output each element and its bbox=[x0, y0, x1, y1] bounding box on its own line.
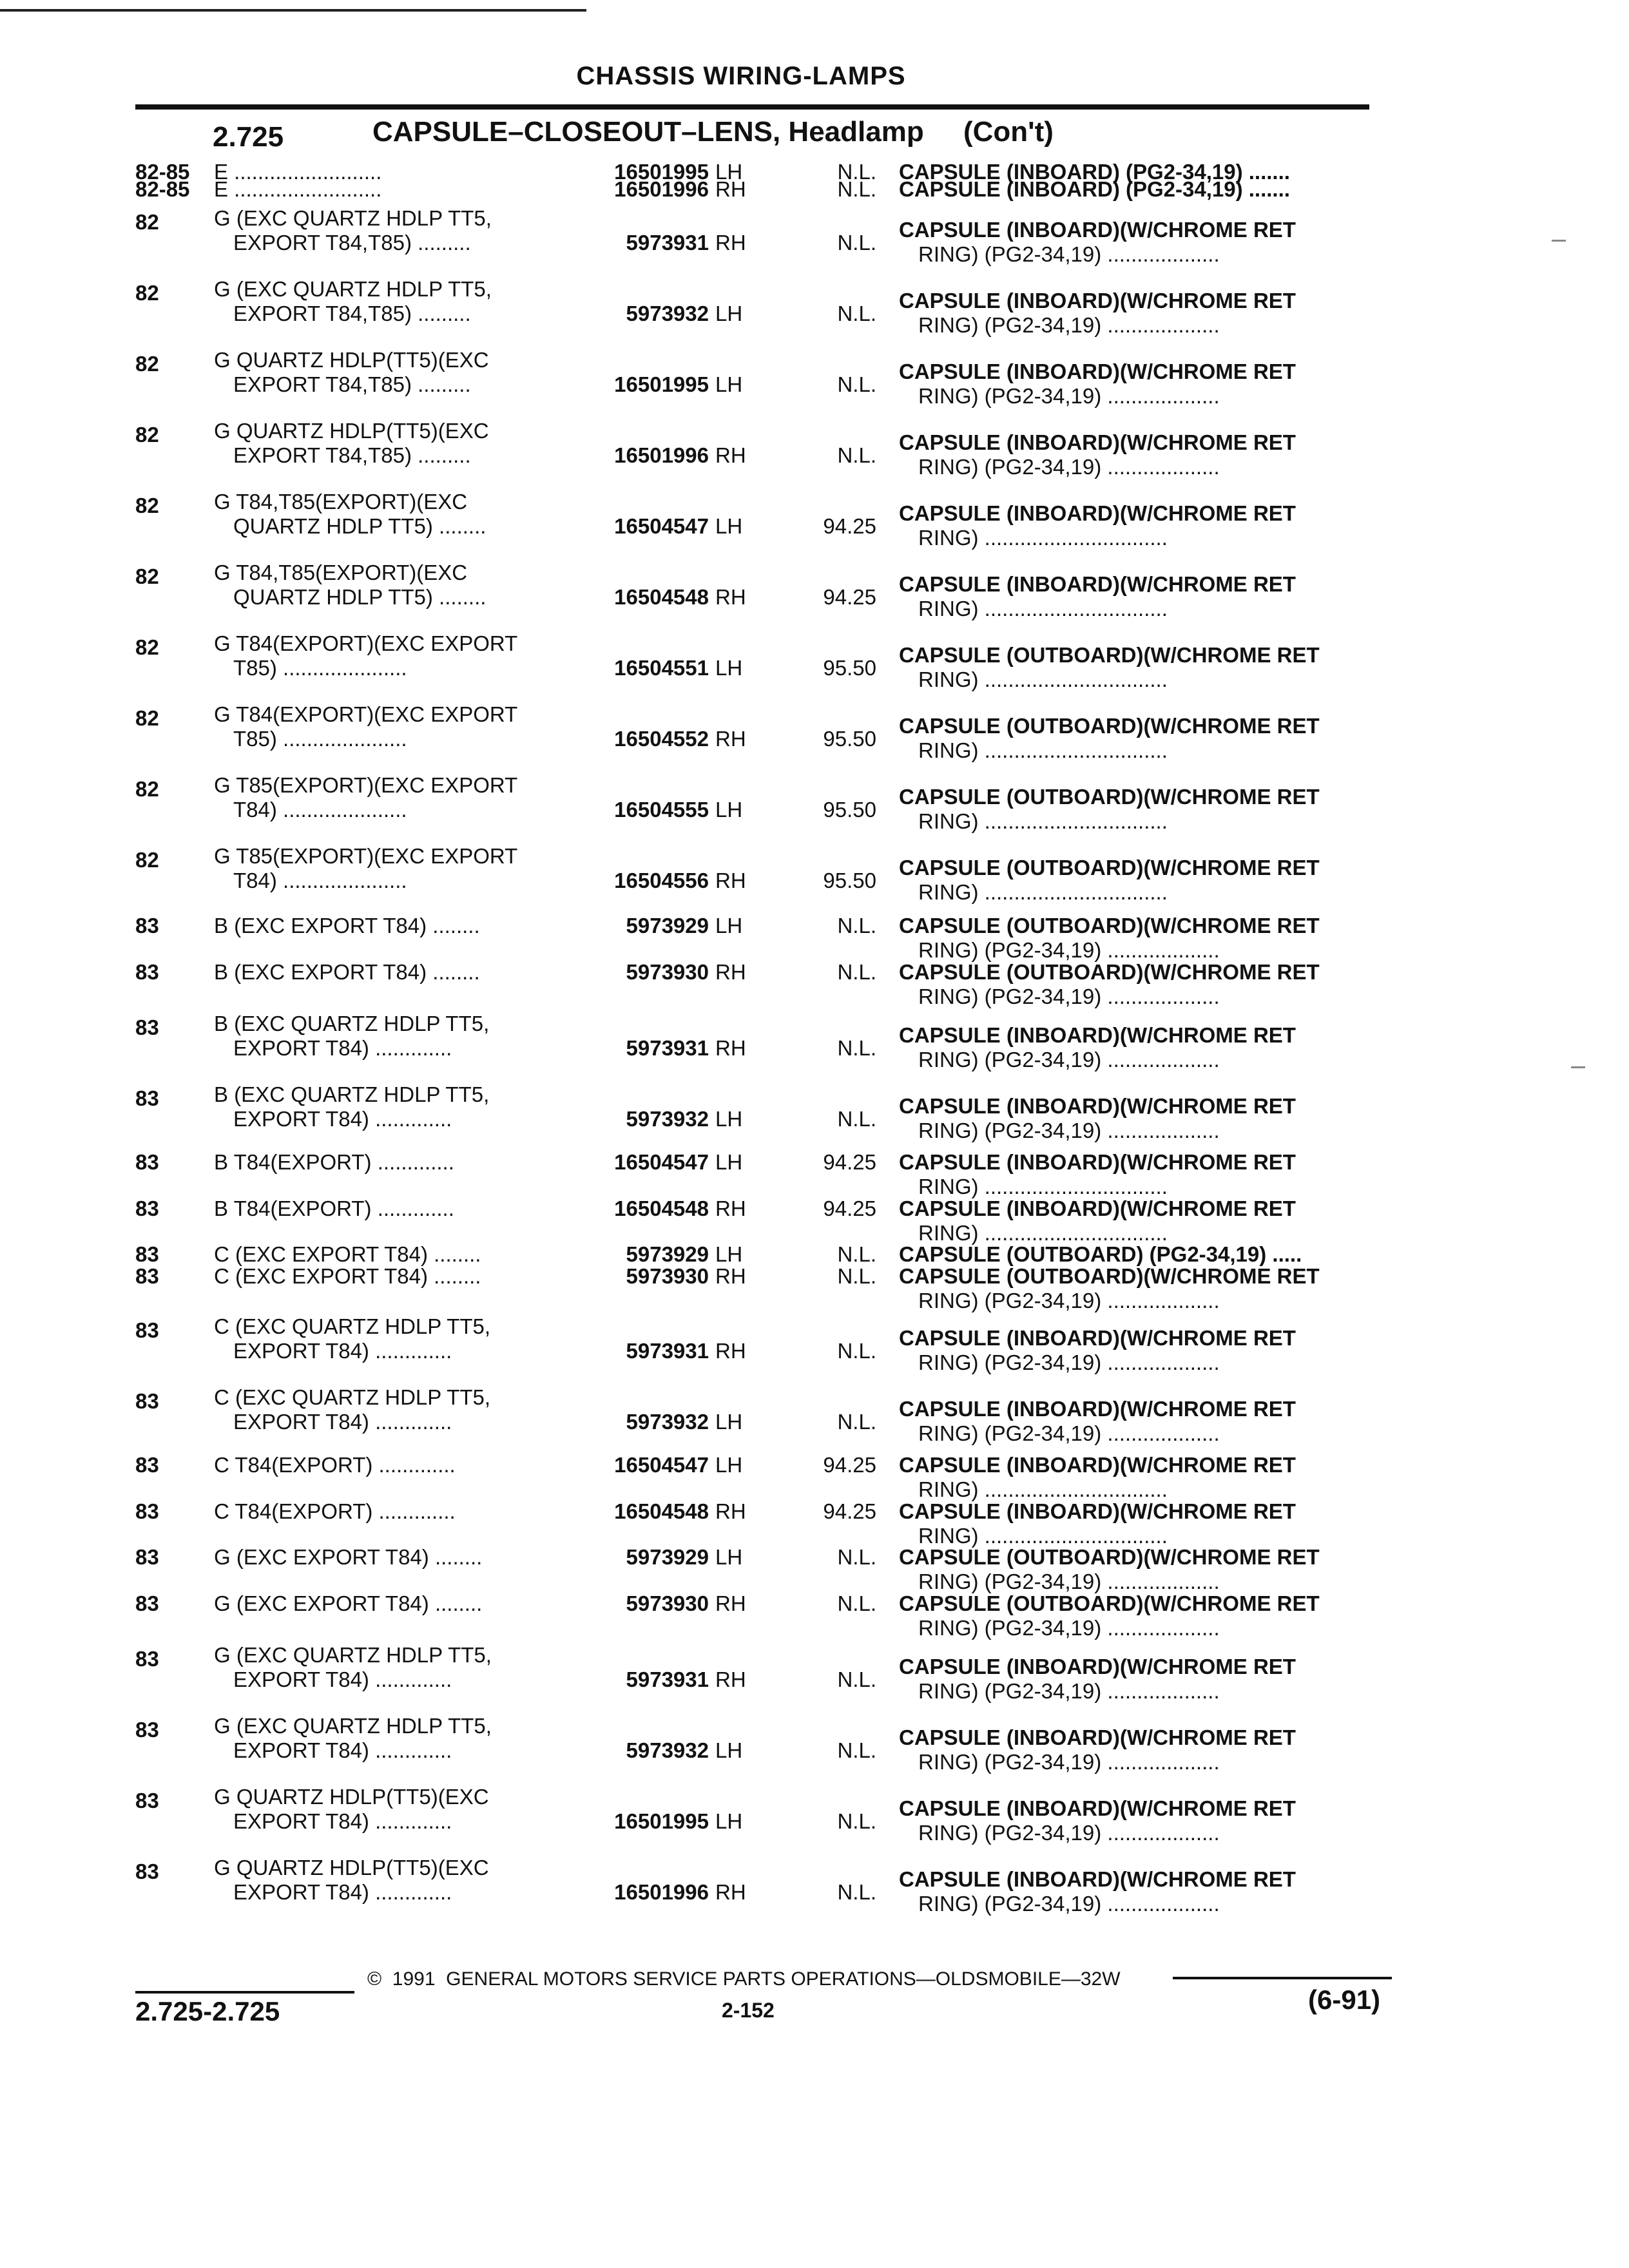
part-entry bbox=[0, 1082, 1629, 1153]
entry-side: RH bbox=[715, 231, 746, 255]
entry-part-number: 5973931 bbox=[626, 1339, 709, 1363]
entry-side: RH bbox=[715, 1196, 746, 1220]
entry-caption-line-1: CAPSULE (INBOARD)(W/CHROME RET bbox=[899, 218, 1296, 242]
entry-description-line-1: G T85(EXPORT)(EXC EXPORT bbox=[214, 844, 518, 868]
entry-caption-line-2: RING) (PG2-34,19) ................... bbox=[918, 455, 1220, 479]
part-entry bbox=[0, 631, 1629, 702]
entry-caption-line-1: CAPSULE (OUTBOARD)(W/CHROME RET bbox=[899, 960, 1320, 984]
entry-caption-line-2: RING) (PG2-34,19) ................... bbox=[918, 313, 1220, 337]
entry-year: 83 bbox=[135, 1015, 159, 1039]
entry-side: LH bbox=[715, 656, 743, 680]
entry-year: 83 bbox=[135, 960, 159, 984]
entry-side: RH bbox=[715, 1667, 746, 1691]
entry-caption-line-2: RING) ............................... bbox=[918, 668, 1168, 691]
entry-description-line-1: C (EXC EXPORT T84) ........ bbox=[214, 1264, 481, 1288]
entry-side: RH bbox=[715, 1264, 746, 1288]
entry-description-line-1: G (EXC QUARTZ HDLP TT5, bbox=[214, 1714, 492, 1738]
entry-price: N.L. bbox=[837, 1738, 876, 1762]
entry-description-line-1: B (EXC EXPORT T84) ........ bbox=[214, 914, 480, 937]
entry-caption-line-1: CAPSULE (INBOARD) (PG2-34,19) ....... bbox=[899, 177, 1290, 201]
entry-description-line-1: G QUARTZ HDLP(TT5)(EXC bbox=[214, 1785, 489, 1809]
section-continued-label: (Con't) bbox=[963, 116, 1054, 148]
entry-year: 83 bbox=[135, 1150, 159, 1174]
entry-year: 82 bbox=[135, 423, 159, 447]
entry-caption-line-2: RING) ............................... bbox=[918, 597, 1168, 620]
footer-page-number: 2-152 bbox=[722, 1999, 775, 2022]
entry-caption-line-2: RING) (PG2-34,19) ................... bbox=[918, 1570, 1220, 1593]
entry-caption-line-2: RING) (PG2-34,19) ................... bbox=[918, 1679, 1220, 1703]
entry-description-line-2: EXPORT T84) ............. bbox=[233, 1738, 452, 1762]
entry-part-number: 16501995 bbox=[614, 372, 709, 396]
entry-description-line-1: C (EXC EXPORT T84) ........ bbox=[214, 1242, 481, 1266]
entry-caption-line-2: RING) ............................... bbox=[918, 880, 1168, 904]
entry-price: 94.25 bbox=[823, 585, 876, 609]
entry-part-number: 5973931 bbox=[626, 1036, 709, 1060]
entry-description-line-1: C (EXC QUARTZ HDLP TT5, bbox=[214, 1385, 491, 1409]
entry-description-line-2: EXPORT T84,T85) ......... bbox=[233, 372, 471, 396]
entry-price: N.L. bbox=[837, 1545, 876, 1569]
entry-side: RH bbox=[715, 869, 746, 892]
entry-description-line-1: B (EXC QUARTZ HDLP TT5, bbox=[214, 1082, 490, 1106]
entry-part-number: 16501996 bbox=[614, 443, 709, 467]
entry-year: 83 bbox=[135, 1242, 159, 1266]
entry-caption-line-1: CAPSULE (INBOARD)(W/CHROME RET bbox=[899, 1499, 1296, 1523]
entry-year: 83 bbox=[135, 914, 159, 937]
entry-year: 82 bbox=[135, 706, 159, 730]
entry-description-line-2: EXPORT T84,T85) ......... bbox=[233, 443, 471, 467]
entry-caption-line-1: CAPSULE (INBOARD)(W/CHROME RET bbox=[899, 1326, 1296, 1350]
part-entry bbox=[0, 1785, 1629, 1856]
entry-part-number: 16504552 bbox=[614, 727, 709, 751]
entry-description-line-2: T84) ..................... bbox=[233, 869, 407, 892]
entry-description-line-1: G (EXC QUARTZ HDLP TT5, bbox=[214, 1643, 492, 1667]
entry-year: 82 bbox=[135, 635, 159, 659]
entry-part-number: 16504548 bbox=[614, 1196, 709, 1220]
entry-description-line-1: G T84,T85(EXPORT)(EXC bbox=[214, 561, 468, 584]
entry-price: 95.50 bbox=[823, 798, 876, 822]
entry-price: 94.25 bbox=[823, 1150, 876, 1174]
entry-description-line-1: G T85(EXPORT)(EXC EXPORT bbox=[214, 773, 518, 797]
entry-part-number: 16504556 bbox=[614, 869, 709, 892]
entry-side: LH bbox=[715, 1453, 743, 1477]
entry-part-number: 5973931 bbox=[626, 1667, 709, 1691]
entry-year: 82 bbox=[135, 564, 159, 588]
entry-part-number: 5973932 bbox=[626, 1410, 709, 1434]
entry-part-number: 5973929 bbox=[626, 914, 709, 937]
entry-price: N.L. bbox=[837, 302, 876, 325]
entry-description-line-2: EXPORT T84) ............. bbox=[233, 1667, 452, 1691]
part-entry bbox=[0, 1714, 1629, 1785]
part-entry bbox=[0, 1012, 1629, 1082]
entry-part-number: 5973932 bbox=[626, 1107, 709, 1131]
footer-rule-left bbox=[135, 1991, 354, 1994]
entry-part-number: 16501996 bbox=[614, 1880, 709, 1904]
entry-description-line-1: B (EXC EXPORT T84) ........ bbox=[214, 960, 480, 984]
part-entry bbox=[0, 490, 1629, 561]
entry-year: 83 bbox=[135, 1086, 159, 1110]
entry-side: RH bbox=[715, 1591, 746, 1615]
entry-caption-line-1: CAPSULE (INBOARD)(W/CHROME RET bbox=[899, 430, 1296, 454]
entry-caption-line-2: RING) (PG2-34,19) ................... bbox=[918, 1119, 1220, 1142]
entry-side: LH bbox=[715, 1242, 743, 1266]
entry-part-number: 16501995 bbox=[614, 1809, 709, 1833]
entry-description-line-1: C T84(EXPORT) ............. bbox=[214, 1499, 456, 1523]
entry-side: RH bbox=[715, 727, 746, 751]
entry-price: N.L. bbox=[837, 1410, 876, 1434]
entry-side: RH bbox=[715, 1036, 746, 1060]
entry-caption-line-1: CAPSULE (OUTBOARD)(W/CHROME RET bbox=[899, 1591, 1320, 1615]
entry-caption-line-2: RING) (PG2-34,19) ................... bbox=[918, 384, 1220, 408]
entry-year: 82 bbox=[135, 494, 159, 517]
entry-description-line-2: EXPORT T84) ............. bbox=[233, 1339, 452, 1363]
entry-description-line-1: G (EXC QUARTZ HDLP TT5, bbox=[214, 277, 492, 301]
entry-side: LH bbox=[715, 1545, 743, 1569]
entry-year: 83 bbox=[135, 1789, 159, 1812]
entry-caption-line-1: CAPSULE (OUTBOARD) (PG2-34,19) ..... bbox=[899, 1242, 1302, 1266]
entry-caption-line-2: RING) (PG2-34,19) ................... bbox=[918, 985, 1220, 1008]
section-number: 2.725 bbox=[213, 121, 284, 153]
entry-side: RH bbox=[715, 585, 746, 609]
part-entry bbox=[0, 1314, 1629, 1385]
entry-side: RH bbox=[715, 177, 746, 201]
entry-caption-line-2: RING) ............................... bbox=[918, 1477, 1168, 1501]
entry-year: 83 bbox=[135, 1591, 159, 1615]
entry-price: N.L. bbox=[837, 1107, 876, 1131]
entry-price: N.L. bbox=[837, 443, 876, 467]
entry-caption-line-2: RING) ............................... bbox=[918, 1175, 1168, 1198]
entry-caption-line-2: RING) ............................... bbox=[918, 1221, 1168, 1245]
entry-caption-line-2: RING) (PG2-34,19) ................... bbox=[918, 938, 1220, 962]
entry-year: 83 bbox=[135, 1389, 159, 1413]
entry-part-number: 16501996 bbox=[614, 177, 709, 201]
entry-side: LH bbox=[715, 514, 743, 538]
entry-caption-line-1: CAPSULE (INBOARD)(W/CHROME RET bbox=[899, 360, 1296, 383]
entry-caption-line-1: CAPSULE (INBOARD)(W/CHROME RET bbox=[899, 1867, 1296, 1891]
footer-edition: (6-91) bbox=[1308, 1984, 1381, 2015]
footer-rule-right bbox=[1173, 1977, 1392, 1979]
entry-caption-line-1: CAPSULE (OUTBOARD)(W/CHROME RET bbox=[899, 914, 1320, 937]
entry-caption-line-2: RING) (PG2-34,19) ................... bbox=[918, 242, 1220, 266]
footer-section-range: 2.725-2.725 bbox=[135, 1996, 280, 2026]
entry-caption-line-1: CAPSULE (INBOARD)(W/CHROME RET bbox=[899, 1796, 1296, 1820]
entry-caption-line-1: CAPSULE (OUTBOARD)(W/CHROME RET bbox=[899, 856, 1320, 879]
entry-part-number: 5973932 bbox=[626, 302, 709, 325]
entry-year: 83 bbox=[135, 1545, 159, 1569]
entry-caption-line-1: CAPSULE (INBOARD)(W/CHROME RET bbox=[899, 1655, 1296, 1678]
entry-caption-line-1: CAPSULE (INBOARD)(W/CHROME RET bbox=[899, 1453, 1296, 1477]
entry-caption-line-2: RING) (PG2-34,19) ................... bbox=[918, 1048, 1220, 1072]
entry-description-line-2: EXPORT T84) ............. bbox=[233, 1107, 452, 1131]
entry-price: N.L. bbox=[837, 1242, 876, 1266]
page-header-title: CHASSIS WIRING-LAMPS bbox=[576, 62, 906, 90]
entry-side: LH bbox=[715, 372, 743, 396]
entry-description-line-1: C T84(EXPORT) ............. bbox=[214, 1453, 456, 1477]
entry-description-line-2: EXPORT T84) ............. bbox=[233, 1410, 452, 1434]
entry-year: 83 bbox=[135, 1860, 159, 1883]
entry-caption-line-2: RING) (PG2-34,19) ................... bbox=[918, 1350, 1220, 1374]
entry-description-line-2: EXPORT T84,T85) ......... bbox=[233, 302, 471, 325]
entry-description-line-2: EXPORT T84,T85) ......... bbox=[233, 231, 471, 255]
entry-side: RH bbox=[715, 443, 746, 467]
entry-description-line-2: EXPORT T84) ............. bbox=[233, 1880, 452, 1904]
entry-caption-line-2: RING) (PG2-34,19) ................... bbox=[918, 1289, 1220, 1312]
entry-price: N.L. bbox=[837, 1339, 876, 1363]
entry-price: N.L. bbox=[837, 231, 876, 255]
entry-description-line-2: EXPORT T84) ............. bbox=[233, 1036, 452, 1060]
entry-description-line-2: T84) ..................... bbox=[233, 798, 407, 822]
entry-price: N.L. bbox=[837, 1591, 876, 1615]
part-entry bbox=[0, 1856, 1629, 1927]
entry-part-number: 5973929 bbox=[626, 1242, 709, 1266]
entry-description-line-1: B (EXC QUARTZ HDLP TT5, bbox=[214, 1012, 490, 1035]
entry-side: LH bbox=[715, 1150, 743, 1174]
entry-description-line-2: T85) ..................... bbox=[233, 656, 407, 680]
entry-price: N.L. bbox=[837, 1036, 876, 1060]
entry-price: 94.25 bbox=[823, 1196, 876, 1220]
entry-description-line-2: QUARTZ HDLP TT5) ........ bbox=[233, 585, 487, 609]
entry-description-line-1: G QUARTZ HDLP(TT5)(EXC bbox=[214, 419, 489, 443]
entry-description-line-2: T85) ..................... bbox=[233, 727, 407, 751]
part-entry bbox=[0, 348, 1629, 419]
entry-price: N.L. bbox=[837, 1880, 876, 1904]
entry-caption-line-2: RING) ............................... bbox=[918, 809, 1168, 833]
entry-price: N.L. bbox=[837, 1667, 876, 1691]
entry-description-line-2: EXPORT T84) ............. bbox=[233, 1809, 452, 1833]
part-entry bbox=[0, 1385, 1629, 1456]
entry-caption-line-1: CAPSULE (OUTBOARD)(W/CHROME RET bbox=[899, 714, 1320, 738]
entry-description-line-1: E ......................... bbox=[214, 160, 382, 184]
entry-description-line-1: B T84(EXPORT) ............. bbox=[214, 1150, 454, 1174]
entry-description-line-1: G QUARTZ HDLP(TT5)(EXC bbox=[214, 348, 489, 372]
entry-price: N.L. bbox=[837, 160, 876, 184]
entry-caption-line-1: CAPSULE (INBOARD)(W/CHROME RET bbox=[899, 501, 1296, 525]
entry-side: LH bbox=[715, 302, 743, 325]
entry-part-number: 16504547 bbox=[614, 1453, 709, 1477]
entry-side: RH bbox=[715, 1880, 746, 1904]
entry-price: N.L. bbox=[837, 372, 876, 396]
entry-description-line-1: G (EXC EXPORT T84) ........ bbox=[214, 1591, 483, 1615]
entry-caption-line-1: CAPSULE (INBOARD)(W/CHROME RET bbox=[899, 289, 1296, 312]
entry-year: 82 bbox=[135, 210, 159, 234]
entry-description-line-1: B T84(EXPORT) ............. bbox=[214, 1196, 454, 1220]
part-entry bbox=[0, 206, 1629, 277]
entry-side: LH bbox=[715, 1809, 743, 1833]
entry-side: LH bbox=[715, 1410, 743, 1434]
entry-caption-line-1: CAPSULE (OUTBOARD)(W/CHROME RET bbox=[899, 785, 1320, 809]
entry-year: 82 bbox=[135, 848, 159, 872]
entry-caption-line-2: RING) (PG2-34,19) ................... bbox=[918, 1750, 1220, 1774]
entry-price: 94.25 bbox=[823, 1453, 876, 1477]
entry-part-number: 16504551 bbox=[614, 656, 709, 680]
entry-description-line-1: G QUARTZ HDLP(TT5)(EXC bbox=[214, 1856, 489, 1879]
entry-part-number: 16504548 bbox=[614, 1499, 709, 1523]
entry-year: 82 bbox=[135, 352, 159, 376]
entry-caption-line-1: CAPSULE (INBOARD)(W/CHROME RET bbox=[899, 1094, 1296, 1118]
entry-part-number: 5973929 bbox=[626, 1545, 709, 1569]
entry-part-number: 16504547 bbox=[614, 514, 709, 538]
entry-part-number: 5973930 bbox=[626, 960, 709, 984]
entry-year: 82-85 bbox=[135, 160, 190, 184]
entry-caption-line-1: CAPSULE (INBOARD)(W/CHROME RET bbox=[899, 1196, 1296, 1220]
entry-description-line-1: G (EXC QUARTZ HDLP TT5, bbox=[214, 206, 492, 230]
entry-description-line-1: C (EXC QUARTZ HDLP TT5, bbox=[214, 1314, 491, 1338]
entry-part-number: 5973930 bbox=[626, 1264, 709, 1288]
entry-price: N.L. bbox=[837, 1264, 876, 1288]
entry-year: 83 bbox=[135, 1318, 159, 1342]
section-title: CAPSULE–CLOSEOUT–LENS, Headlamp bbox=[372, 116, 924, 148]
entry-side: LH bbox=[715, 914, 743, 937]
entry-description-line-2: QUARTZ HDLP TT5) ........ bbox=[233, 514, 487, 538]
entry-price: 95.50 bbox=[823, 869, 876, 892]
entry-price: 95.50 bbox=[823, 656, 876, 680]
entry-year: 83 bbox=[135, 1718, 159, 1742]
entry-caption-line-2: RING) (PG2-34,19) ................... bbox=[918, 1421, 1220, 1445]
entry-year: 83 bbox=[135, 1264, 159, 1288]
entry-year: 83 bbox=[135, 1453, 159, 1477]
entry-year: 83 bbox=[135, 1499, 159, 1523]
entry-side: RH bbox=[715, 1499, 746, 1523]
entry-caption-line-2: RING) (PG2-34,19) ................... bbox=[918, 1821, 1220, 1845]
entry-side: LH bbox=[715, 160, 743, 184]
entry-caption-line-2: RING) ............................... bbox=[918, 738, 1168, 762]
entry-year: 83 bbox=[135, 1647, 159, 1671]
entry-price: N.L. bbox=[837, 960, 876, 984]
part-entry bbox=[0, 277, 1629, 348]
entry-price: N.L. bbox=[837, 177, 876, 201]
entry-caption-line-2: RING) (PG2-34,19) ................... bbox=[918, 1616, 1220, 1640]
entry-caption-line-1: CAPSULE (OUTBOARD)(W/CHROME RET bbox=[899, 643, 1320, 667]
entry-description-line-1: G T84,T85(EXPORT)(EXC bbox=[214, 490, 468, 514]
entry-price: 94.25 bbox=[823, 1499, 876, 1523]
entry-caption-line-1: CAPSULE (INBOARD)(W/CHROME RET bbox=[899, 572, 1296, 596]
entry-year: 83 bbox=[135, 1196, 159, 1220]
entry-part-number: 5973931 bbox=[626, 231, 709, 255]
entry-side: LH bbox=[715, 798, 743, 822]
entry-caption-line-1: CAPSULE (INBOARD)(W/CHROME RET bbox=[899, 1023, 1296, 1047]
part-entry bbox=[0, 702, 1629, 773]
entry-part-number: 5973932 bbox=[626, 1738, 709, 1762]
entry-caption-line-1: CAPSULE (INBOARD)(W/CHROME RET bbox=[899, 1725, 1296, 1749]
part-entry bbox=[0, 1643, 1629, 1714]
entry-part-number: 16504547 bbox=[614, 1150, 709, 1174]
entry-caption-line-1: CAPSULE (OUTBOARD)(W/CHROME RET bbox=[899, 1545, 1320, 1569]
entry-description-line-1: G T84(EXPORT)(EXC EXPORT bbox=[214, 631, 518, 655]
entry-part-number: 5973930 bbox=[626, 1591, 709, 1615]
entry-price: N.L. bbox=[837, 1809, 876, 1833]
entry-caption-line-2: RING) ............................... bbox=[918, 1524, 1168, 1548]
entry-side: RH bbox=[715, 960, 746, 984]
entry-price: 94.25 bbox=[823, 514, 876, 538]
entry-description-line-1: G T84(EXPORT)(EXC EXPORT bbox=[214, 702, 518, 726]
entry-side: RH bbox=[715, 1339, 746, 1363]
entry-caption-line-2: RING) ............................... bbox=[918, 526, 1168, 550]
part-entry bbox=[0, 419, 1629, 490]
entry-description-line-1: G (EXC EXPORT T84) ........ bbox=[214, 1545, 483, 1569]
part-entry bbox=[0, 561, 1629, 631]
entry-side: LH bbox=[715, 1107, 743, 1131]
entry-price: 95.50 bbox=[823, 727, 876, 751]
entry-part-number: 16504548 bbox=[614, 585, 709, 609]
entry-caption-line-2: RING) (PG2-34,19) ................... bbox=[918, 1892, 1220, 1916]
entry-description-line-1: E ......................... bbox=[214, 177, 382, 201]
entry-side: LH bbox=[715, 1738, 743, 1762]
entry-caption-line-1: CAPSULE (OUTBOARD)(W/CHROME RET bbox=[899, 1264, 1320, 1288]
footer-copyright: © 1991 GENERAL MOTORS SERVICE PARTS OPERATIONS—OLDSMOBILE—32W bbox=[367, 1968, 1121, 1990]
entry-year: 82 bbox=[135, 281, 159, 305]
entry-part-number: 16501995 bbox=[614, 160, 709, 184]
entry-caption-line-1: CAPSULE (INBOARD) (PG2-34,19) ....... bbox=[899, 160, 1290, 184]
entry-caption-line-1: CAPSULE (INBOARD)(W/CHROME RET bbox=[899, 1397, 1296, 1421]
entry-part-number: 16504555 bbox=[614, 798, 709, 822]
entry-year: 82-85 bbox=[135, 177, 190, 201]
entry-price: N.L. bbox=[837, 914, 876, 937]
entry-year: 82 bbox=[135, 777, 159, 801]
part-entry bbox=[0, 844, 1629, 915]
entry-caption-line-1: CAPSULE (INBOARD)(W/CHROME RET bbox=[899, 1150, 1296, 1174]
part-entry bbox=[0, 773, 1629, 844]
